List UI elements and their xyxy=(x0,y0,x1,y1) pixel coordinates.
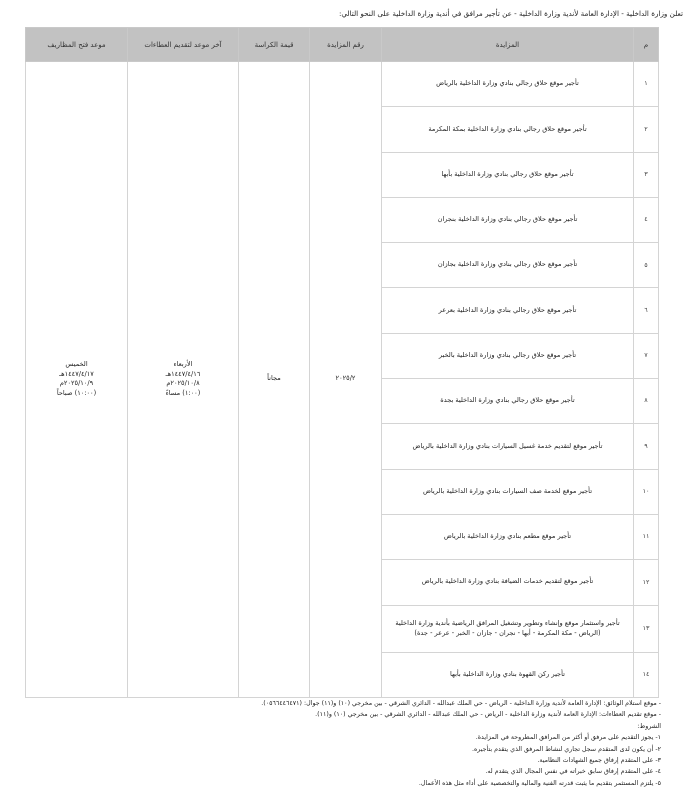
row-auction: تأجير موقع حلاق رجالي بنادي وزارة الداخلية بعرعر xyxy=(382,288,634,333)
row-auction: تأجير موقع حلاق رجالي بنادي وزارة الداخلية بنجران xyxy=(382,197,634,242)
submission-location: - موقع تقديم العطاءات: الإدارة العامة لأندية وزارة الداخلية - الرياض - حي الملك عبدالله - الدائري الشرقي - بين مخرجي (١٠) و(١١). xyxy=(315,711,661,719)
header-auction: المزايدة xyxy=(382,28,634,62)
row-index: ٣ xyxy=(634,152,659,197)
row-index: ٦ xyxy=(634,288,659,333)
announcement-footer xyxy=(14,698,661,789)
row-index: ٧ xyxy=(634,333,659,378)
row-index: ١٠ xyxy=(634,469,659,514)
row-index: ١٤ xyxy=(634,652,659,697)
row-index: ٤ xyxy=(634,197,659,242)
opening-gregorian-date: ٢٠٢٥/١٠/٩م xyxy=(59,379,94,388)
condition-item: ٢- أن يكون لدى المتقدم سجل تجاري لنشاط المرفق الذي يتقدم بتأجيره. xyxy=(471,745,661,753)
row-auction: تأجير موقع مطعم بنادي وزارة الداخلية بالرياض xyxy=(382,514,634,559)
documents-location: - موقع استلام الوثائق: الإدارة العامة لأندية وزارة الداخلية - الرياض - حي الملك عبدالله - الدائري الشرقي - بين مخرجي (١٠) و(١١) جوال: (٠٥٦٦٤٤٦٤٧١). xyxy=(261,700,661,707)
condition-item: ٤- على المتقدم إرفاق سابق خبراته في نفس المجال الذي يتقدم له. xyxy=(485,768,661,776)
row-auction xyxy=(382,605,634,652)
row-auction: تأجير موقع لتقديم خدمات الضيافة بنادي وزارة الداخلية بالرياض xyxy=(382,560,634,605)
opening-time: (١٠:٠٠) صباحاً xyxy=(56,389,97,398)
row-auction: تأجير موقع حلاق رجالي بنادي وزارة الداخلية بالرياض xyxy=(382,62,634,107)
header-submission-deadline: آخر موعد لتقديم العطاءات xyxy=(128,28,239,62)
row-auction-line1: تأجير واستثمار موقع وإنشاء وتطوير وتشغيل المرافق الرياضية بأندية وزارة الداخلية xyxy=(395,618,620,627)
row-index: ٩ xyxy=(634,424,659,469)
auctions-table xyxy=(25,27,659,698)
row-index: ١ xyxy=(634,62,659,107)
row-index: ٥ xyxy=(634,243,659,288)
row-auction-line2: (الرياض - مكة المكرمة - أبها - نجران - جازان - الخبر - عرعر - جدة) xyxy=(414,628,601,637)
header-index: م xyxy=(634,28,659,62)
header-booklet-price: قيمة الكراسة xyxy=(239,28,310,62)
row-auction: تأجير موقع لخدمة صف السيارات بنادي وزارة الداخلية بالرياض xyxy=(382,469,634,514)
row-index: ١٢ xyxy=(634,560,659,605)
deadline-hijri-date: ١٤٤٧/٤/١٦هـ xyxy=(165,369,201,378)
header-auction-number: رقم المزايدة xyxy=(310,28,382,62)
condition-item: ٣- على المتقدم إرفاق جميع الشهادات النظامية. xyxy=(537,757,661,765)
announcement-intro: تعلن وزارة الداخلية - الإدارة العامة لأندية وزارة الداخلية - عن تأجير مرافق في أندية وزارة الداخلية على النحو التالي: xyxy=(339,9,683,18)
row-auction: تأجير موقع حلاق رجالي بنادي وزارة الداخلية بأبها xyxy=(382,152,634,197)
row-auction: تأجير ركن القهوة بنادي وزارة الداخلية بأبها xyxy=(382,652,634,697)
opening-hijri-date: ١٤٤٧/٤/١٧هـ xyxy=(59,369,94,378)
booklet-price-cell: مجاناً xyxy=(239,62,310,698)
condition-item: ٥- يلتزم المستثمر بتقديم ما يثبت قدرته الفنية والمالية والتخصصية على أداء مثل هذه الأعمال. xyxy=(418,779,661,787)
header-envelope-opening: موعد فتح المظاريف xyxy=(26,28,128,62)
submission-deadline-cell xyxy=(128,62,239,698)
row-auction: تأجير موقع حلاق رجالي بنادي وزارة الداخلية بجازان xyxy=(382,243,634,288)
deadline-gregorian-date: ٢٠٢٥/١٠/٨م xyxy=(166,379,200,388)
deadline-time: (١:٠٠) مساءً xyxy=(165,389,201,398)
table-header-row xyxy=(26,28,659,62)
row-auction: تأجير موقع حلاق رجالي بنادي وزارة الداخلية بمكة المكرمة xyxy=(382,107,634,152)
opening-day: الخميس xyxy=(65,359,88,368)
table-row xyxy=(26,62,659,107)
deadline-day: الأربعاء xyxy=(173,359,193,368)
row-index: ١٣ xyxy=(634,605,659,652)
envelope-opening-cell xyxy=(26,62,128,698)
condition-item: ١- يجوز التقديم على مرفق أو أكثر من المرافق المطروحة في المزايدة. xyxy=(475,734,661,742)
row-auction: تأجير موقع حلاق رجالي بنادي وزارة الداخلية بالخبر xyxy=(382,333,634,378)
row-auction: تأجير موقع لتقديم خدمة غسيل السيارات بنادي وزارة الداخلية بالرياض xyxy=(382,424,634,469)
row-index: ١١ xyxy=(634,514,659,559)
row-index: ٢ xyxy=(634,107,659,152)
auction-number-cell: ٢٠٢٥/٢ xyxy=(310,62,382,698)
row-index: ٨ xyxy=(634,379,659,424)
row-auction: تأجير موقع حلاق رجالي بنادي وزارة الداخلية بجدة xyxy=(382,379,634,424)
conditions-title: الشروط: xyxy=(637,722,661,730)
